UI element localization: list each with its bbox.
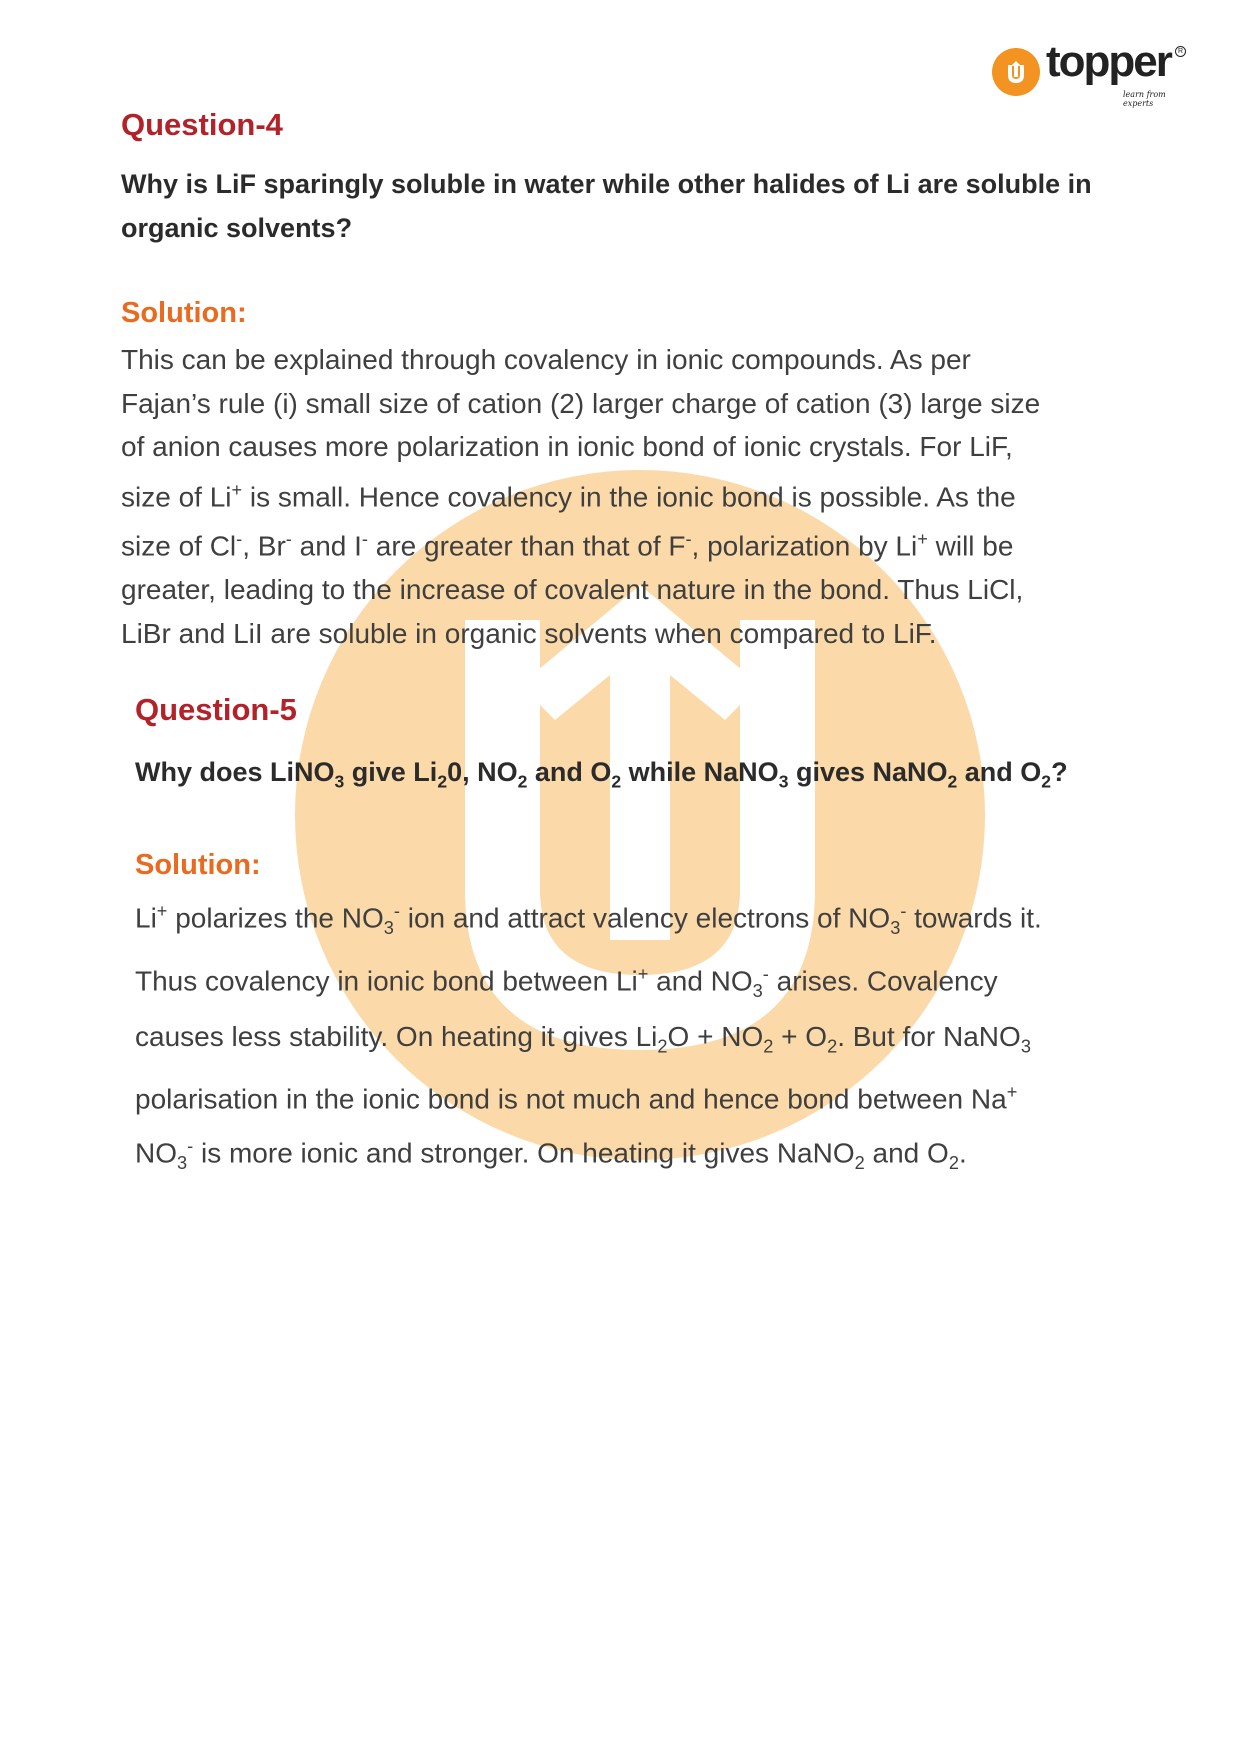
question-4-text (121, 162, 1131, 250)
solution-5-text (135, 888, 1145, 1186)
solution-5-line-3: causes less stability. On heating it gives $Li_2O + NO_2 + O_2$. But for NaNO$_3$ (135, 1020, 1031, 1057)
solution-4-line-7: LiBr and LiI are soluble in organic solvents when compared to LiF. (121, 617, 937, 649)
topper-logo (992, 37, 1192, 108)
brand-tagline: learn from experts (1123, 90, 1166, 108)
question-5-heading: Question-5 (135, 692, 297, 727)
solution-4-line-2: Fajan’s rule (i) small size of cation (2) larger charge of cation (3) large size (121, 387, 1041, 419)
solution-5-heading-block (135, 845, 1145, 885)
question-4-heading: Question-4 (121, 107, 283, 142)
solution-4-line-6: greater, leading to the increase of covalent nature in the bond. Thus LiCl, (121, 574, 1024, 606)
solution-5-line-1: Li+ polarizes the $NO_3^-$ ion and attract valency electrons of $NO_3^-$ towards it. (135, 901, 1042, 938)
solution-5-heading: Solution: (135, 849, 261, 881)
topper-logo-icon (992, 48, 1040, 96)
question-4-heading-block (121, 105, 1131, 145)
question-4-line-2: organic solvents? (121, 213, 353, 243)
solution-5-line-4: polarisation in the ionic bond is not much and hence bond between Na+ (135, 1082, 1018, 1115)
solution-4-line-4: size of Li+ is small. Hence covalency in the ionic bond is possible. As the (121, 479, 1016, 512)
solution-4-heading: Solution: (121, 297, 247, 329)
question-5-text (135, 750, 1145, 803)
solution-4-line-3: of anion causes more polarization in ionic bond of ionic crystals. For LiF, (121, 431, 1013, 462)
question-5-heading-block (135, 690, 1145, 730)
registered-icon: R (1175, 46, 1186, 57)
solution-5-line-2: Thus covalency in ionic bond between Li+ and $NO_3^-$ arises. Covalency (135, 963, 998, 1001)
brand-name: topper (1046, 37, 1171, 86)
solution-4-text (121, 338, 1131, 655)
solution-4-line-5: size of Cl-, Br- and I- are greater than that of F-, polarization by Li+ will be (121, 529, 1014, 562)
question-4-line-1: Why is LiF sparingly soluble in water while other halides of Li are soluble in (121, 169, 1092, 199)
solution-5-line-5: $NO_3^-$ is more ionic and stronger. On heating it gives NaNO$_2$ and $O_2$. (135, 1135, 967, 1173)
solution-4-heading-block (121, 293, 1131, 333)
question-5-line-1: Why does LiNO$_3$ give $Li_20$, $NO_2$ and $O_2$ while NaNO$_3$ gives NaNO$_2$ and $O_2$? (135, 757, 1068, 792)
solution-4-line-1: This can be explained through covalency in ionic compounds. As per (121, 344, 971, 375)
